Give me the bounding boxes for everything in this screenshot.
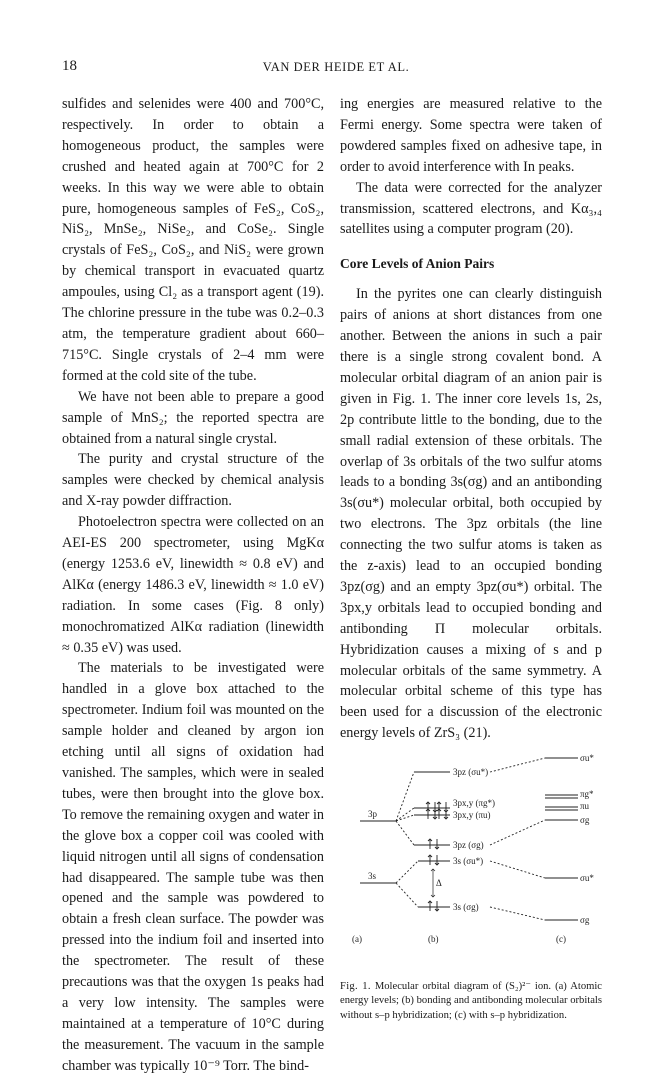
label-3s: 3s <box>368 871 377 882</box>
paragraph: In the pyrites one can clearly distinguish pairs of anions at short distances from one another. Between the anions in such a pair there is a single strong covalent bond. A molecular orbital diagram of an anion pair is given in Fig. 1. The inner core levels 1s, 2s, 2p contribute little to the bonding, due to the small radial extension of these orbitals. The overlap of 3s orbitals of the two sulfur atoms leads to a bonding 3s(σg) and an antibonding 3s(σu*) molecular orbital, both occupied by two electrons. The 3pz orbitals (the line connecting the two sulfur atoms is taken as the z-axis) lead to an occupied bonding 3pz(σg) and an empty 3pz(σu*) orbital. The 3px,y orbitals lead to occupied bonding and antibonding Π molecular orbitals. Hybridization causes a mixing of s and p molecular orbitals of the same symmetry. A molecular orbital scheme of this type has been used for a discussion of the electronic energy levels of ZrS₃ (21). <box>340 286 602 742</box>
right-column <box>340 94 602 1023</box>
mo-diagram <box>340 752 602 980</box>
label-c-pi-g: πg* <box>580 789 594 800</box>
section-heading: Core Levels of Anion Pairs <box>340 256 495 272</box>
figure-caption <box>340 980 602 1023</box>
label-3s-sigma-u: 3s (σu*) <box>453 856 484 867</box>
label-3p: 3p <box>368 809 377 820</box>
left-column <box>62 94 324 1077</box>
label-3s-sigma-g: 3s (σg) <box>453 902 479 913</box>
label-3pz-sigma-u: 3pz (σu*) <box>453 767 489 778</box>
page-number: 18 <box>62 58 77 74</box>
caption-label: Fig. 1. <box>340 981 371 993</box>
paragraph: The purity and crystal structure of the samples were checked by chemical analysis and X-ray powder diffraction. <box>62 451 324 510</box>
page-header <box>62 58 610 78</box>
paragraph: Photoelectron spectra were collected on an AEI-ES 200 spectrometer, using MgKα (energy 1253.6 eV, linewidth ≈ 0.8 eV) and AlKα (energy 1486.3 eV, linewidth ≈ 1.0 eV) radiation. In some cases (Fig. 8 only) monochromatized AlKα radiation (linewidth ≈ 0.35 eV) was used. <box>62 514 324 656</box>
label-c-sigma-g-s: σg <box>580 915 590 926</box>
paragraph: ing energies are measured relative to the Fermi energy. Some spectra were taken of powdered samples fixed on adhesive tape, in order to avoid interference with In peaks. <box>340 96 602 175</box>
panel-label-c: (c) <box>556 934 566 945</box>
paragraph: The data were corrected for the analyzer transmission, scattered electrons, and Kα₃,₄ satellites using a computer program (20). <box>340 179 602 238</box>
panel-label-b: (b) <box>428 934 439 945</box>
paragraph: sulfides and selenides were 400 and 700°C, respectively. In order to obtain a homogeneous product, the samples were crushed and heated again at 700°C for 2 weeks. In this way we were able to obtain pure, homogeneous samples of FeS₂, CoS₂, NiS₂, MnSe₂, NiSe₂, and CoSe₂. Single crystals of FeS₂, CoS₂, and NiS₂ were grown by chemical transport in evacuated quartz ampoules, using Cl₂ as a transport agent (19). The chlorine pressure in the tube was 0.2–0.3 atm, the temperature gradient about 660–715°C. Single crystals of 2–4 mm were formed at the cold site of the tube. <box>62 96 324 384</box>
paragraph: The materials to be investigated were handled in a glove box attached to the spectrometer. Indium foil was mounted on the sample holder and cleaned by argon ion etching until all signs of oxidation had vanished. The samples, which were in sealed tubes, were then brought into the glove box. To remove the remaining oxygen and water in the glove box a copper coil was cooled with liquid nitrogen until all signs of condensation had disappeared. The sample tube was then opened and the sample was powdered to obtain a fresh clean surface. The powder was pressed into the indium foil and inserted into the spectrometer. The result of these precautions was that the oxygen 1s peaks had a very low intensity. The samples were maintained at a temperature of 10°C during the measurement. The vacuum in the sample chamber was typically 10⁻⁹ Torr. The bind- <box>62 660 324 1074</box>
panel-label-a: (a) <box>352 934 362 945</box>
label-3pz-sigma-g: 3pz (σg) <box>453 840 484 851</box>
label-c-sigma-u: σu* <box>580 753 594 764</box>
running-title: VAN DER HEIDE ET AL. <box>262 60 410 74</box>
label-c-pi-u: πu <box>580 801 590 812</box>
label-c-sigma-g: σg <box>580 815 590 826</box>
paragraph: We have not been able to prepare a good sample of MnS₂; the reported spectra are obtained from a natural single crystal. <box>62 388 324 447</box>
label-3pxy-pi-u: 3px,y (πu) <box>453 810 491 821</box>
label-c-sigma-u-s: σu* <box>580 873 594 884</box>
label-3pxy-pi-g: 3px,y (πg*) <box>453 798 496 809</box>
label-delta: Δ <box>436 878 442 889</box>
caption-text: Molecular orbital diagram of (S₂)²⁻ ion. (a) Atomic energy levels; (b) bonding and antibonding molecular orbitals without s–p hybridization; (c) with s–p hybridization. <box>340 981 603 1021</box>
